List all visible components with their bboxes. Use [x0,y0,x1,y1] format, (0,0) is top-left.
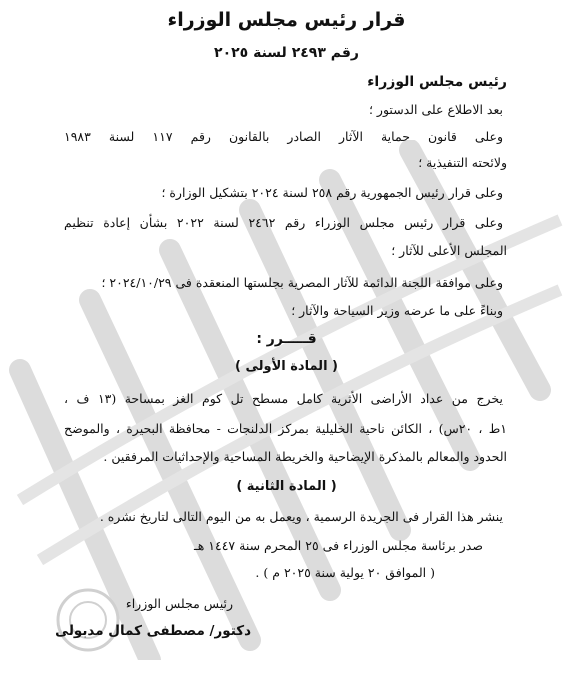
signature-name: دكتور/ مصطفى كمال مدبولى [55,623,251,639]
preamble-line: المجلس الأعلى للآثار ؛ [391,243,507,258]
preamble-line: وبناءً على ما عرضه وزير السياحة والآثار ؛ [291,303,503,318]
article-1-line: يخرج من عداد الأراضى الأثرية كامل مسطح تل كوم الغز بمساحة (١٣ ف ، [64,391,503,406]
issuer-heading: رئيس مجلس الوزراء [367,74,507,90]
preamble-line: وعلى قرار رئيس الجمهورية رقم ٢٥٨ لسنة ٢٠٢٤ بتشكيل الوزارة ؛ [161,185,503,200]
article-1-line: الحدود والمعالم بالمذكرة الإيضاحية والخريطة المساحية والإحداثيات المرفقين . [103,449,507,464]
article-1-line: ١ط ، ٢٠س) ، الكائن ناحية الخليلية بمركز الدلنجات - محافظة البحيرة ، والموضح [64,421,507,436]
issued-date-hijri: صدر برئاسة مجلس الوزراء فى ٢٥ المحرم سنة ١٤٤٧ هـ [194,538,483,553]
issued-date-gregorian: ( الموافق ٢٠ يولية سنة ٢٠٢٥ م ) . [255,565,435,580]
preamble-line: ولائحته التنفيذية ؛ [418,155,507,170]
decision-word: قـــــرر : [256,331,317,347]
preamble-line: بعد الاطلاع على الدستور ؛ [368,102,503,117]
signature-title: رئيس مجلس الوزراء [125,596,233,611]
preamble-line: وعلى موافقة اللجنة الدائمة للآثار المصرية بجلستها المنعقدة فى ٢٠٢٤/١٠/٢٩ ؛ [101,275,503,290]
decree-title: قرار رئيس مجلس الوزراء [167,9,406,31]
article-2-heading: ( المادة الثانية ) [236,479,337,494]
article-1-heading: ( المادة الأولى ) [235,359,338,374]
article-2-line: ينشر هذا القرار فى الجريدة الرسمية ، ويعمل به من اليوم التالى لتاريخ نشره . [99,509,503,524]
preamble-line: وعلى قانون حماية الآثار الصادر بالقانون رقم ١١٧ لسنة ١٩٨٣ [64,129,503,144]
preamble-line: وعلى قرار رئيس مجلس الوزراء رقم ٢٤٦٢ لسنة ٢٠٢٢ بشأن إعادة تنظيم [64,215,503,230]
decree-number: رقم ٢٤٩٣ لسنة ٢٠٢٥ [214,45,359,61]
